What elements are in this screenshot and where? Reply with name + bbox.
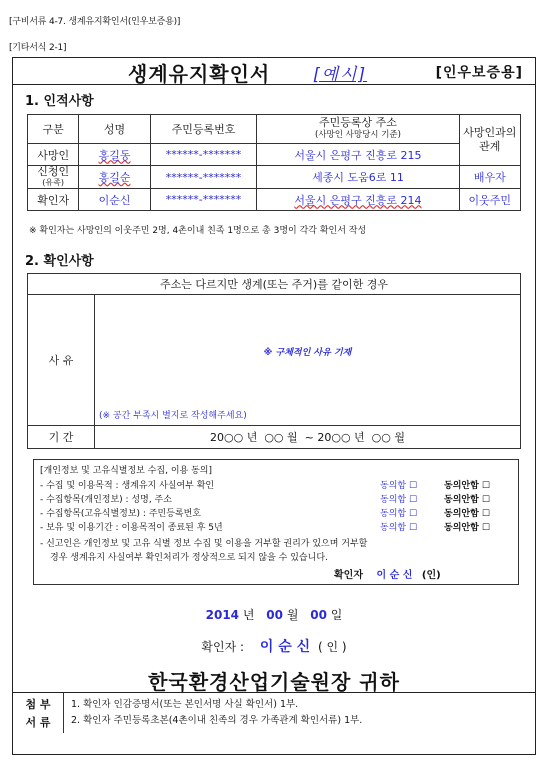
col-name: 성명 [79,115,150,144]
addressee: 한국환경산업기술원장 귀하 [148,670,400,694]
col-address-main: 주민등록상 주소 [319,116,397,129]
consent-item-4: - 보유 및 이용기간 : 이용목적이 종료된 후 5년 [40,523,223,533]
agree-checkbox-4[interactable]: 동의함 ☐ [380,523,418,533]
consent-item-3: - 수집항목(고유식별정보) : 주민등록번호 [40,509,201,519]
form-frame [12,57,536,755]
agree-checkbox-2[interactable]: 동의함 ☐ [380,495,418,505]
col-type: 구분 [28,115,79,144]
col-rrn: 주민등록번호 [150,115,257,144]
case-description: 주소는 다르지만 생계(또는 주거)를 같이한 경우 [28,274,521,295]
date-month-unit: 월 [286,608,299,622]
date-month: 00 [266,608,283,622]
section2-heading: 2. 확인사항 [25,254,94,269]
consent-notice-1: - 신고인은 개인정보 및 고유 식별 정보 수집 및 이용을 거부할 권리가 있으며 거부할 [40,539,368,549]
row1-address: 서울시 은평구 진흥로 215 [257,144,459,166]
period-label: 기 간 [28,426,95,449]
row2-type: 신청인 (유족) [28,166,79,189]
reason-note: (※ 공간 부족시 별지로 작성해주세요) [99,411,247,421]
date-day-unit: 일 [330,608,343,622]
date-year: 2014 [205,608,240,622]
disagree-checkbox-1[interactable]: 동의안함 ☐ [444,481,490,491]
date-day: 00 [310,608,327,622]
confirmation-table [27,273,521,449]
row3-name: 이순신 [79,189,150,211]
row2-rrn: ******-******* [150,166,257,189]
row2-relation: 배우자 [459,166,520,189]
row2-name: 홍길순 [79,166,150,189]
section1-heading: 1. 인적사항 [25,94,94,109]
consent-item-2: - 수집항목(개인정보) : 성명, 주소 [40,495,172,505]
consent-box [33,459,519,585]
consent-signer [334,566,441,581]
consent-notice-2: 경우 생계유지 사실여부 확인처리가 정상적으로 되지 않을 수 있습니다. [50,553,328,563]
personal-info-table [27,114,521,211]
row1-rrn: ******-******* [150,144,257,166]
reason-label: 사 유 [28,295,95,426]
confirmer-seal: ( 인 ) [318,640,347,654]
attachment-item-1: 1. 확인자 인감증명서(또는 본인서명 사실 확인서) 1부. [71,699,299,710]
section1-note: ※ 확인자는 사망인의 이웃주민 2명, 4촌이내 친족 1명으로 총 3명이 각각 확인서 작성 [29,226,367,236]
consent-signer-seal: (인) [421,570,441,581]
period-value: 20○○ 년 ○○ 월 ~ 20○○ 년 ○○ 월 [95,426,521,449]
row2-address: 세종시 도움6로 11 [257,166,459,189]
confirmer-line [13,636,535,656]
col-address [257,115,459,144]
date-year-unit: 년 [242,608,255,622]
type-tag: [인우보증용] [435,65,523,81]
confirmer-name: 이 순 신 [259,639,311,655]
consent-title: [개인정보 및 고유식별정보 수집, 이용 동의] [40,466,212,476]
row3-rrn: ******-******* [150,189,257,211]
attachments-list [71,697,362,729]
row3-address: 서울시 은평구 진흥로 214 [257,189,459,211]
disagree-checkbox-4[interactable]: 동의안함 ☐ [444,523,490,533]
attachments-label: 첨 부 서 류 [13,693,64,733]
example-label: [예시] [313,65,368,85]
row3-relation: 이웃주민 [459,189,520,211]
attachment-item-2: 2. 확인자 주민등록초본(4촌이내 친족의 경우 가족관계 확인서류) 1부. [71,715,363,726]
disagree-checkbox-2[interactable]: 동의안함 ☐ [444,495,490,505]
attachments [13,692,535,733]
col-address-sub: (사망인 사망당시 기준) [315,130,401,140]
row1-name: 홍길동 [79,144,150,166]
consent-signer-label: 확인자 [334,570,363,581]
agree-checkbox-1[interactable]: 동의함 ☐ [380,481,418,491]
reason-text: ※ 구체적인 사유 기재 [263,348,352,358]
form-code: [구비서류 4-7. 생계유지확인서(인우보증용)] [9,17,181,27]
row3-type: 확인자 [28,189,79,211]
date-line [13,606,535,623]
confirmer-label: 확인자 : [201,640,245,654]
consent-signer-name: 이 순 신 [376,570,413,581]
title-bar [13,58,535,85]
form-subcode: [기타서식 2-1] [9,43,67,53]
consent-item-1: - 수집 및 이용목적 : 생계유지 사실여부 확인 [40,481,215,491]
disagree-checkbox-3[interactable]: 동의안함 ☐ [444,509,490,519]
agree-checkbox-3[interactable]: 동의함 ☐ [380,509,418,519]
row1-type: 사망인 [28,144,79,166]
col-relation: 사망인과의 관계 [459,115,520,166]
page-title: 생계유지확인서 [128,62,271,86]
reason-cell [95,295,521,426]
